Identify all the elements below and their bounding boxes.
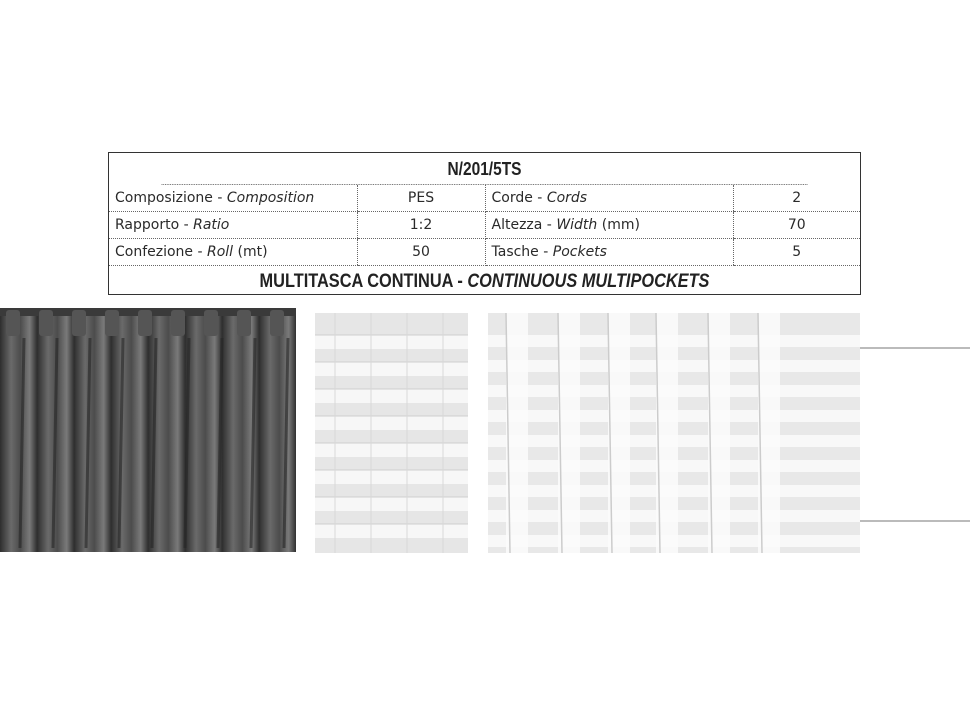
spec-value: PES — [357, 185, 485, 212]
spec-value: 70 — [733, 212, 860, 239]
spec-value: 2 — [733, 185, 860, 212]
spec-value: 50 — [357, 239, 485, 266]
flat-tape-photo — [315, 313, 468, 553]
spec-value: 1:2 — [357, 212, 485, 239]
spec-row — [109, 212, 860, 239]
pleated-curtain-photo — [0, 308, 296, 552]
product-description: MULTITASCA CONTINUA - CONTINUOUS MULTIPOCKETS — [259, 271, 710, 292]
spec-label: Corde - Cords — [485, 185, 733, 212]
gathered-tape-photo — [488, 313, 970, 553]
product-code: N/201/5TS — [162, 153, 808, 185]
spec-grid — [109, 185, 860, 266]
spec-label: Composizione - Composition — [109, 185, 357, 212]
spec-row — [109, 239, 860, 266]
spec-label: Altezza - Width (mm) — [485, 212, 733, 239]
spec-value: 5 — [733, 239, 860, 266]
spec-label: Confezione - Roll (mt) — [109, 239, 357, 266]
spec-row — [109, 185, 860, 212]
spec-label: Tasche - Pockets — [485, 239, 733, 266]
spec-label: Rapporto - Ratio — [109, 212, 357, 239]
spec-table — [108, 152, 861, 295]
